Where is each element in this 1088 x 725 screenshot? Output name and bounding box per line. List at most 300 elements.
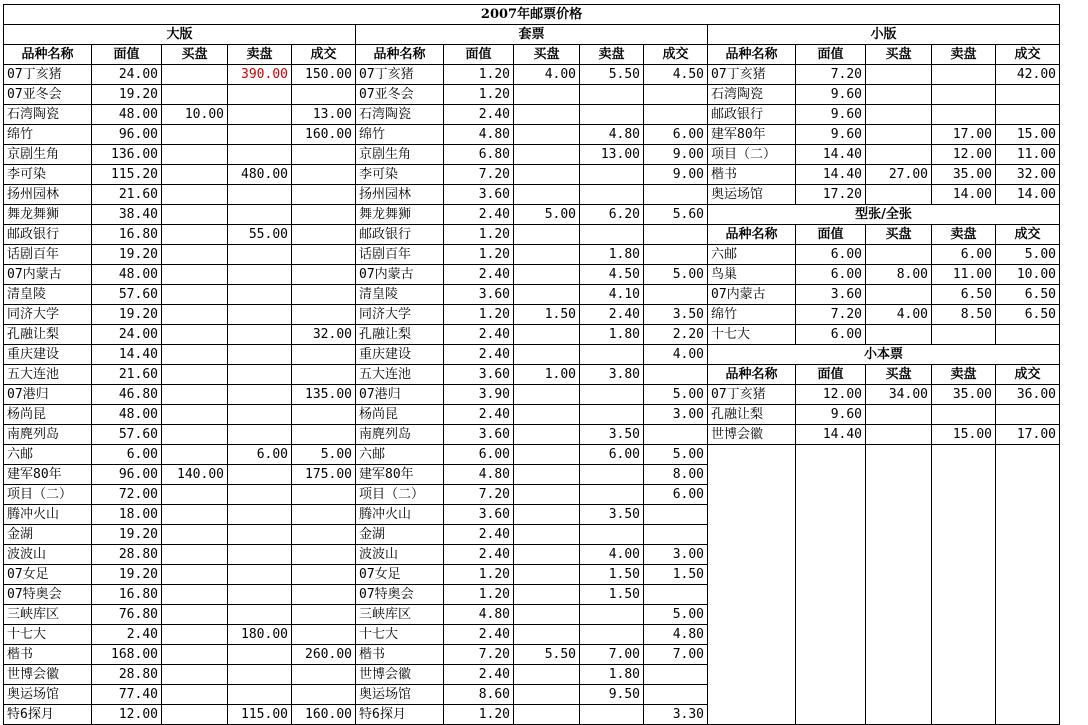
deal-cell[interactable]: 36.00 [996, 385, 1060, 405]
deal-cell[interactable] [292, 365, 356, 385]
col-face-value-header[interactable]: 面值 [92, 45, 162, 65]
face-value-cell[interactable]: 14.40 [796, 165, 866, 185]
ask-cell[interactable] [228, 285, 292, 305]
deal-cell[interactable]: 4.00 [644, 345, 708, 365]
deal-cell[interactable] [644, 585, 708, 605]
deal-cell[interactable]: 160.00 [292, 705, 356, 725]
ask-cell[interactable]: 17.00 [932, 125, 996, 145]
empty-cell[interactable] [866, 705, 932, 725]
deal-cell[interactable]: 32.00 [292, 325, 356, 345]
deal-cell[interactable] [292, 85, 356, 105]
section-title-xiaobenpiao[interactable]: 小本票 [708, 345, 1060, 365]
name-cell[interactable]: 楷书 [4, 645, 92, 665]
name-cell[interactable]: 07内蒙古 [356, 265, 444, 285]
deal-cell[interactable]: 8.00 [644, 465, 708, 485]
ask-cell[interactable] [228, 645, 292, 665]
bid-cell[interactable]: 1.00 [514, 365, 580, 385]
name-cell[interactable]: 奥运场馆 [356, 685, 444, 705]
face-value-cell[interactable]: 12.00 [92, 705, 162, 725]
ask-cell[interactable]: 115.00 [228, 705, 292, 725]
ask-cell[interactable] [932, 105, 996, 125]
deal-cell[interactable]: 11.00 [996, 145, 1060, 165]
deal-cell[interactable] [292, 305, 356, 325]
empty-cell[interactable] [708, 505, 796, 525]
ask-cell[interactable]: 4.00 [580, 545, 644, 565]
deal-cell[interactable]: 14.00 [996, 185, 1060, 205]
name-cell[interactable]: 波波山 [4, 545, 92, 565]
ask-cell[interactable] [580, 705, 644, 725]
bid-cell[interactable] [866, 285, 932, 305]
ask-cell[interactable]: 4.50 [580, 265, 644, 285]
ask-cell[interactable]: 35.00 [932, 165, 996, 185]
deal-cell[interactable] [292, 425, 356, 445]
empty-cell[interactable] [996, 585, 1060, 605]
deal-cell[interactable] [644, 185, 708, 205]
empty-cell[interactable] [796, 525, 866, 545]
col-name-header[interactable]: 品种名称 [4, 45, 92, 65]
bid-cell[interactable] [162, 85, 228, 105]
name-cell[interactable]: 同济大学 [4, 305, 92, 325]
name-cell[interactable]: 六邮 [356, 445, 444, 465]
bid-cell[interactable] [514, 545, 580, 565]
empty-cell[interactable] [996, 665, 1060, 685]
empty-cell[interactable] [932, 665, 996, 685]
empty-cell[interactable] [866, 625, 932, 645]
name-cell[interactable]: 京剧生角 [4, 145, 92, 165]
deal-cell[interactable] [292, 525, 356, 545]
bid-cell[interactable]: 34.00 [866, 385, 932, 405]
name-cell[interactable]: 南麂列岛 [356, 425, 444, 445]
deal-cell[interactable]: 2.20 [644, 325, 708, 345]
col-name-header[interactable]: 品种名称 [708, 45, 796, 65]
ask-cell[interactable]: 13.00 [580, 145, 644, 165]
ask-cell[interactable] [228, 425, 292, 445]
ask-cell[interactable]: 180.00 [228, 625, 292, 645]
empty-cell[interactable] [796, 605, 866, 625]
ask-cell[interactable] [580, 185, 644, 205]
col-face-value-header[interactable]: 面值 [444, 45, 514, 65]
name-cell[interactable]: 07港归 [356, 385, 444, 405]
empty-cell[interactable] [796, 665, 866, 685]
face-value-cell[interactable]: 21.60 [92, 185, 162, 205]
name-cell[interactable]: 绵竹 [708, 305, 796, 325]
face-value-cell[interactable]: 1.20 [444, 565, 514, 585]
deal-cell[interactable]: 15.00 [996, 125, 1060, 145]
empty-cell[interactable] [996, 445, 1060, 465]
deal-cell[interactable]: 32.00 [996, 165, 1060, 185]
face-value-cell[interactable]: 76.80 [92, 605, 162, 625]
col-deal-header[interactable]: 成交 [292, 45, 356, 65]
name-cell[interactable]: 六邮 [4, 445, 92, 465]
face-value-cell[interactable]: 9.60 [796, 85, 866, 105]
deal-cell[interactable] [996, 85, 1060, 105]
face-value-cell[interactable]: 2.40 [444, 545, 514, 565]
col-face-value-header[interactable]: 面值 [796, 225, 866, 245]
empty-cell[interactable] [996, 505, 1060, 525]
deal-cell[interactable] [996, 405, 1060, 425]
face-value-cell[interactable]: 48.00 [92, 265, 162, 285]
face-value-cell[interactable]: 6.00 [796, 265, 866, 285]
ask-cell[interactable]: 4.10 [580, 285, 644, 305]
deal-cell[interactable] [292, 165, 356, 185]
name-cell[interactable]: 孔融让梨 [4, 325, 92, 345]
face-value-cell[interactable]: 96.00 [92, 125, 162, 145]
deal-cell[interactable] [292, 205, 356, 225]
ask-cell[interactable] [932, 325, 996, 345]
deal-cell[interactable] [644, 425, 708, 445]
ask-cell[interactable] [228, 465, 292, 485]
name-cell[interactable]: 五大连池 [356, 365, 444, 385]
name-cell[interactable]: 项目（二） [4, 485, 92, 505]
ask-cell[interactable] [228, 85, 292, 105]
section-title-taopiao[interactable]: 套票 [356, 25, 708, 45]
bid-cell[interactable] [866, 245, 932, 265]
ask-cell[interactable] [228, 485, 292, 505]
empty-cell[interactable] [996, 685, 1060, 705]
deal-cell[interactable]: 6.50 [996, 285, 1060, 305]
ask-cell[interactable]: 12.00 [932, 145, 996, 165]
ask-cell[interactable] [580, 605, 644, 625]
deal-cell[interactable]: 5.00 [644, 265, 708, 285]
deal-cell[interactable]: 4.50 [644, 65, 708, 85]
face-value-cell[interactable]: 6.00 [92, 445, 162, 465]
bid-cell[interactable] [162, 65, 228, 85]
deal-cell[interactable]: 1.50 [644, 565, 708, 585]
deal-cell[interactable]: 10.00 [996, 265, 1060, 285]
name-cell[interactable]: 十七大 [356, 625, 444, 645]
deal-cell[interactable] [292, 585, 356, 605]
name-cell[interactable]: 邮政银行 [4, 225, 92, 245]
name-cell[interactable]: 话剧百年 [4, 245, 92, 265]
ask-cell[interactable]: 1.50 [580, 585, 644, 605]
empty-cell[interactable] [866, 645, 932, 665]
face-value-cell[interactable]: 4.80 [444, 465, 514, 485]
empty-cell[interactable] [708, 585, 796, 605]
deal-cell[interactable]: 42.00 [996, 65, 1060, 85]
name-cell[interactable]: 扬州园林 [4, 185, 92, 205]
ask-cell[interactable] [580, 165, 644, 185]
face-value-cell[interactable]: 16.80 [92, 585, 162, 605]
name-cell[interactable]: 奥运场馆 [708, 185, 796, 205]
ask-cell[interactable] [228, 685, 292, 705]
bid-cell[interactable] [514, 665, 580, 685]
face-value-cell[interactable]: 7.20 [444, 485, 514, 505]
deal-cell[interactable] [644, 245, 708, 265]
face-value-cell[interactable]: 1.20 [444, 85, 514, 105]
bid-cell[interactable] [514, 485, 580, 505]
deal-cell[interactable]: 135.00 [292, 385, 356, 405]
ask-cell[interactable] [228, 565, 292, 585]
face-value-cell[interactable]: 7.20 [796, 305, 866, 325]
empty-cell[interactable] [996, 625, 1060, 645]
bid-cell[interactable] [162, 425, 228, 445]
deal-cell[interactable]: 3.00 [644, 405, 708, 425]
face-value-cell[interactable]: 2.40 [444, 525, 514, 545]
empty-cell[interactable] [932, 525, 996, 545]
bid-cell[interactable] [162, 705, 228, 725]
col-name-header[interactable]: 品种名称 [708, 365, 796, 385]
empty-cell[interactable] [866, 585, 932, 605]
ask-cell[interactable]: 9.50 [580, 685, 644, 705]
empty-cell[interactable] [708, 605, 796, 625]
ask-cell[interactable] [932, 65, 996, 85]
empty-cell[interactable] [996, 605, 1060, 625]
col-name-header[interactable]: 品种名称 [356, 45, 444, 65]
bid-cell[interactable] [162, 245, 228, 265]
bid-cell[interactable] [162, 405, 228, 425]
face-value-cell[interactable]: 19.20 [92, 525, 162, 545]
deal-cell[interactable] [292, 345, 356, 365]
empty-cell[interactable] [996, 525, 1060, 545]
empty-cell[interactable] [866, 485, 932, 505]
name-cell[interactable]: 07特奥会 [356, 585, 444, 605]
name-cell[interactable]: 世博会徽 [708, 425, 796, 445]
bid-cell[interactable]: 140.00 [162, 465, 228, 485]
ask-cell[interactable]: 1.50 [580, 565, 644, 585]
ask-cell[interactable]: 5.50 [580, 65, 644, 85]
name-cell[interactable]: 金湖 [4, 525, 92, 545]
name-cell[interactable]: 波波山 [356, 545, 444, 565]
name-cell[interactable]: 李可染 [356, 165, 444, 185]
deal-cell[interactable]: 17.00 [996, 425, 1060, 445]
ask-cell[interactable]: 390.00 [228, 65, 292, 85]
name-cell[interactable]: 话剧百年 [356, 245, 444, 265]
ask-cell[interactable] [228, 325, 292, 345]
ask-cell[interactable] [228, 405, 292, 425]
empty-cell[interactable] [932, 465, 996, 485]
col-bid-header[interactable]: 买盘 [162, 45, 228, 65]
bid-cell[interactable] [514, 325, 580, 345]
face-value-cell[interactable]: 3.60 [444, 185, 514, 205]
section-title-xingzhang[interactable]: 型张/全张 [708, 205, 1060, 225]
face-value-cell[interactable]: 19.20 [92, 305, 162, 325]
ask-cell[interactable] [228, 105, 292, 125]
deal-cell[interactable]: 160.00 [292, 125, 356, 145]
ask-cell[interactable]: 3.50 [580, 425, 644, 445]
deal-cell[interactable]: 6.00 [644, 125, 708, 145]
deal-cell[interactable] [644, 85, 708, 105]
face-value-cell[interactable]: 4.80 [444, 605, 514, 625]
ask-cell[interactable] [580, 105, 644, 125]
name-cell[interactable]: 杨尚昆 [4, 405, 92, 425]
face-value-cell[interactable]: 96.00 [92, 465, 162, 485]
bid-cell[interactable] [866, 145, 932, 165]
face-value-cell[interactable]: 115.20 [92, 165, 162, 185]
name-cell[interactable]: 特6探月 [4, 705, 92, 725]
face-value-cell[interactable]: 19.20 [92, 85, 162, 105]
face-value-cell[interactable]: 1.20 [444, 245, 514, 265]
ask-cell[interactable]: 55.00 [228, 225, 292, 245]
empty-cell[interactable] [866, 685, 932, 705]
ask-cell[interactable]: 4.80 [580, 125, 644, 145]
section-title-daban[interactable]: 大版 [4, 25, 356, 45]
name-cell[interactable]: 07丁亥猪 [708, 385, 796, 405]
empty-cell[interactable] [866, 605, 932, 625]
face-value-cell[interactable]: 3.60 [444, 425, 514, 445]
name-cell[interactable]: 扬州园林 [356, 185, 444, 205]
deal-cell[interactable]: 3.30 [644, 705, 708, 725]
deal-cell[interactable]: 5.00 [292, 445, 356, 465]
face-value-cell[interactable]: 9.60 [796, 405, 866, 425]
bid-cell[interactable] [162, 445, 228, 465]
empty-cell[interactable] [866, 665, 932, 685]
deal-cell[interactable]: 175.00 [292, 465, 356, 485]
face-value-cell[interactable]: 48.00 [92, 105, 162, 125]
face-value-cell[interactable]: 3.60 [444, 365, 514, 385]
ask-cell[interactable] [228, 385, 292, 405]
bid-cell[interactable] [162, 165, 228, 185]
empty-cell[interactable] [932, 565, 996, 585]
bid-cell[interactable] [162, 365, 228, 385]
deal-cell[interactable] [644, 105, 708, 125]
deal-cell[interactable]: 13.00 [292, 105, 356, 125]
name-cell[interactable]: 07亚冬会 [356, 85, 444, 105]
deal-cell[interactable] [292, 405, 356, 425]
face-value-cell[interactable]: 9.60 [796, 105, 866, 125]
empty-cell[interactable] [796, 445, 866, 465]
bid-cell[interactable] [162, 265, 228, 285]
name-cell[interactable]: 特6探月 [356, 705, 444, 725]
bid-cell[interactable] [162, 645, 228, 665]
ask-cell[interactable] [228, 605, 292, 625]
empty-cell[interactable] [866, 565, 932, 585]
deal-cell[interactable] [292, 625, 356, 645]
empty-cell[interactable] [866, 525, 932, 545]
ask-cell[interactable] [580, 225, 644, 245]
bid-cell[interactable] [162, 385, 228, 405]
name-cell[interactable]: 腾冲火山 [356, 505, 444, 525]
section-title-xiaoban[interactable]: 小版 [708, 25, 1060, 45]
deal-cell[interactable] [292, 285, 356, 305]
deal-cell[interactable]: 9.00 [644, 145, 708, 165]
deal-cell[interactable]: 5.00 [644, 605, 708, 625]
col-deal-header[interactable]: 成交 [996, 45, 1060, 65]
deal-cell[interactable] [644, 365, 708, 385]
bid-cell[interactable]: 5.50 [514, 645, 580, 665]
deal-cell[interactable] [292, 145, 356, 165]
ask-cell[interactable] [580, 85, 644, 105]
empty-cell[interactable] [708, 525, 796, 545]
bid-cell[interactable] [514, 425, 580, 445]
empty-cell[interactable] [866, 505, 932, 525]
empty-cell[interactable] [708, 465, 796, 485]
bid-cell[interactable] [514, 505, 580, 525]
empty-cell[interactable] [708, 705, 796, 725]
name-cell[interactable]: 项目（二） [356, 485, 444, 505]
col-ask-header[interactable]: 卖盘 [580, 45, 644, 65]
bid-cell[interactable]: 10.00 [162, 105, 228, 125]
empty-cell[interactable] [866, 545, 932, 565]
col-bid-header[interactable]: 买盘 [866, 225, 932, 245]
face-value-cell[interactable]: 1.20 [444, 585, 514, 605]
deal-cell[interactable]: 3.50 [644, 305, 708, 325]
name-cell[interactable]: 重庆建设 [4, 345, 92, 365]
col-deal-header[interactable]: 成交 [644, 45, 708, 65]
face-value-cell[interactable]: 46.80 [92, 385, 162, 405]
name-cell[interactable]: 绵竹 [356, 125, 444, 145]
face-value-cell[interactable]: 38.40 [92, 205, 162, 225]
col-deal-header[interactable]: 成交 [996, 365, 1060, 385]
bid-cell[interactable] [514, 165, 580, 185]
deal-cell[interactable]: 7.00 [644, 645, 708, 665]
empty-cell[interactable] [708, 445, 796, 465]
face-value-cell[interactable]: 1.20 [444, 225, 514, 245]
bid-cell[interactable] [514, 125, 580, 145]
face-value-cell[interactable]: 3.90 [444, 385, 514, 405]
face-value-cell[interactable]: 2.40 [444, 405, 514, 425]
bid-cell[interactable] [162, 505, 228, 525]
empty-cell[interactable] [796, 485, 866, 505]
face-value-cell[interactable]: 1.20 [444, 305, 514, 325]
name-cell[interactable]: 石湾陶瓷 [356, 105, 444, 125]
empty-cell[interactable] [932, 705, 996, 725]
face-value-cell[interactable]: 2.40 [444, 625, 514, 645]
bid-cell[interactable] [162, 225, 228, 245]
face-value-cell[interactable]: 7.20 [796, 65, 866, 85]
face-value-cell[interactable]: 2.40 [444, 665, 514, 685]
ask-cell[interactable]: 6.00 [580, 445, 644, 465]
name-cell[interactable]: 绵竹 [4, 125, 92, 145]
ask-cell[interactable] [228, 665, 292, 685]
bid-cell[interactable] [162, 565, 228, 585]
bid-cell[interactable] [514, 265, 580, 285]
name-cell[interactable]: 京剧生角 [356, 145, 444, 165]
ask-cell[interactable] [228, 145, 292, 165]
ask-cell[interactable]: 35.00 [932, 385, 996, 405]
col-face-value-header[interactable]: 面值 [796, 45, 866, 65]
face-value-cell[interactable]: 12.00 [796, 385, 866, 405]
name-cell[interactable]: 世博会徽 [356, 665, 444, 685]
name-cell[interactable]: 舞龙舞狮 [4, 205, 92, 225]
ask-cell[interactable] [228, 305, 292, 325]
bid-cell[interactable] [866, 425, 932, 445]
face-value-cell[interactable]: 19.20 [92, 565, 162, 585]
face-value-cell[interactable]: 168.00 [92, 645, 162, 665]
deal-cell[interactable] [292, 685, 356, 705]
bid-cell[interactable]: 1.50 [514, 305, 580, 325]
name-cell[interactable]: 邮政银行 [356, 225, 444, 245]
bid-cell[interactable] [514, 525, 580, 545]
face-value-cell[interactable]: 2.40 [444, 265, 514, 285]
col-ask-header[interactable]: 卖盘 [932, 225, 996, 245]
empty-cell[interactable] [932, 625, 996, 645]
face-value-cell[interactable]: 2.40 [444, 345, 514, 365]
bid-cell[interactable] [162, 125, 228, 145]
bid-cell[interactable] [514, 285, 580, 305]
face-value-cell[interactable]: 6.00 [444, 445, 514, 465]
ask-cell[interactable]: 1.80 [580, 665, 644, 685]
name-cell[interactable]: 南麂列岛 [4, 425, 92, 445]
bid-cell[interactable] [514, 405, 580, 425]
ask-cell[interactable] [228, 585, 292, 605]
bid-cell[interactable] [514, 605, 580, 625]
deal-cell[interactable] [644, 685, 708, 705]
deal-cell[interactable]: 260.00 [292, 645, 356, 665]
ask-cell[interactable]: 6.00 [228, 445, 292, 465]
ask-cell[interactable]: 6.00 [932, 245, 996, 265]
name-cell[interactable]: 十七大 [4, 625, 92, 645]
face-value-cell[interactable]: 2.40 [444, 205, 514, 225]
deal-cell[interactable] [292, 225, 356, 245]
col-name-header[interactable]: 品种名称 [708, 225, 796, 245]
ask-cell[interactable]: 2.40 [580, 305, 644, 325]
bid-cell[interactable]: 27.00 [866, 165, 932, 185]
ask-cell[interactable]: 480.00 [228, 165, 292, 185]
face-value-cell[interactable]: 24.00 [92, 325, 162, 345]
face-value-cell[interactable]: 8.60 [444, 685, 514, 705]
bid-cell[interactable] [866, 105, 932, 125]
deal-cell[interactable] [644, 225, 708, 245]
